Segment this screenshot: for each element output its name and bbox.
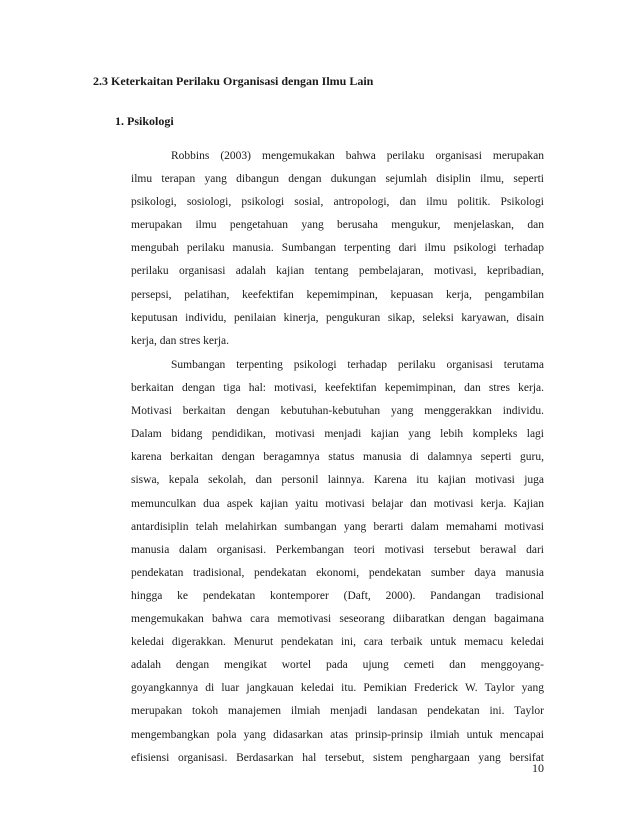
text-line: mengemukakan bahwa cara memotivasi seseorang diibaratkan dengan bagaimana (131, 613, 544, 626)
text-line: Sumbangan terpenting psikologi terhadap perilaku organisasi terutama (171, 359, 544, 371)
paragraph-1 (131, 145, 544, 353)
text-line: perilaku organisasi adalah kajian tentang pembelajaran, motivasi, kepribadian, (131, 265, 544, 278)
text-line: siswa, kepala sekolah, dan personil lainnya. Karena itu kajian motivasi juga (131, 474, 544, 487)
text-line: psikologi, sosiologi, psikologi sosial, antropologi, dan ilmu politik. Psikologi (131, 196, 544, 209)
text-line: merupakan ilmu pengetahuan yang berusaha mengukur, menjelaskan, dan (131, 219, 544, 232)
text-line: goyangkannya di luar jangkauan keledai itu. Pemikian Frederick W. Taylor yang (131, 682, 544, 695)
text-line: Motivasi berkaitan dengan kebutuhan-kebutuhan yang menggerakkan individu. (131, 405, 544, 418)
subsection-heading: 1. Psikologi (115, 114, 174, 128)
section-heading: 2.3 Keterkaitan Perilaku Organisasi dengan Ilmu Lain (93, 74, 374, 88)
text-line: efisiensi organisasi. Berdasarkan hal tersebut, sistem penghargaan yang bersifat (131, 751, 544, 764)
text-line: kerja, dan stres kerja. (131, 334, 230, 347)
text-line: karena berkaitan dengan beragamnya status manusia di dalamnya seperti guru, (131, 451, 544, 464)
text-line: keledai digerakkan. Menurut pendekatan ini, cara terbaik untuk memacu keledai (131, 636, 544, 649)
text-line: merupakan tokoh manajemen ilmiah menjadi landasan pendekatan ini. Taylor (131, 705, 544, 718)
text-line: persepsi, pelatihan, keefektifan kepemimpinan, kepuasan kerja, pengambilan (131, 288, 544, 301)
text-line: berkaitan dengan tiga hal: motivasi, keefektifan kepemimpinan, dan stres kerja. (131, 382, 544, 395)
text-line: adalah dengan mengikat wortel pada ujung cemeti dan menggoyang- (131, 659, 544, 672)
text-line: mengubah perilaku manusia. Sumbangan terpenting dari ilmu psikologi terhadap (131, 242, 544, 255)
text-line: Robbins (2003) mengemukakan bahwa perilaku organisasi merupakan (171, 150, 544, 162)
text-line: hingga ke pendekatan kontemporer (Daft, 2000). Pandangan tradisional (131, 589, 544, 602)
page-number: 10 (532, 761, 544, 775)
paragraph-2 (131, 354, 544, 770)
text-line: antardisiplin telah melahirkan sumbangan yang berarti dalam memahami motivasi (131, 520, 544, 533)
text-line: Dalam bidang pendidikan, motivasi menjadi kajian yang lebih kompleks lagi (131, 428, 544, 441)
text-line: keputusan individu, penilaian kinerja, pengukuran sikap, seleksi karyawan, disain (131, 311, 544, 324)
text-line: mengembangkan pola yang didasarkan atas prinsip-prinsip ilmiah untuk mencapai (131, 728, 544, 741)
text-line: manusia dalam organisasi. Perkembangan teori motivasi tersebut berawal dari (131, 543, 544, 556)
text-line: ilmu terapan yang dibangun dengan dukungan sejumlah disiplin ilmu, seperti (131, 173, 544, 186)
text-line: pendekatan tradisional, pendekatan ekonomi, pendekatan sumber daya manusia (131, 566, 544, 579)
text-line: memunculkan dua aspek kajian yaitu motivasi belajar dan motivasi kerja. Kajian (131, 497, 544, 510)
